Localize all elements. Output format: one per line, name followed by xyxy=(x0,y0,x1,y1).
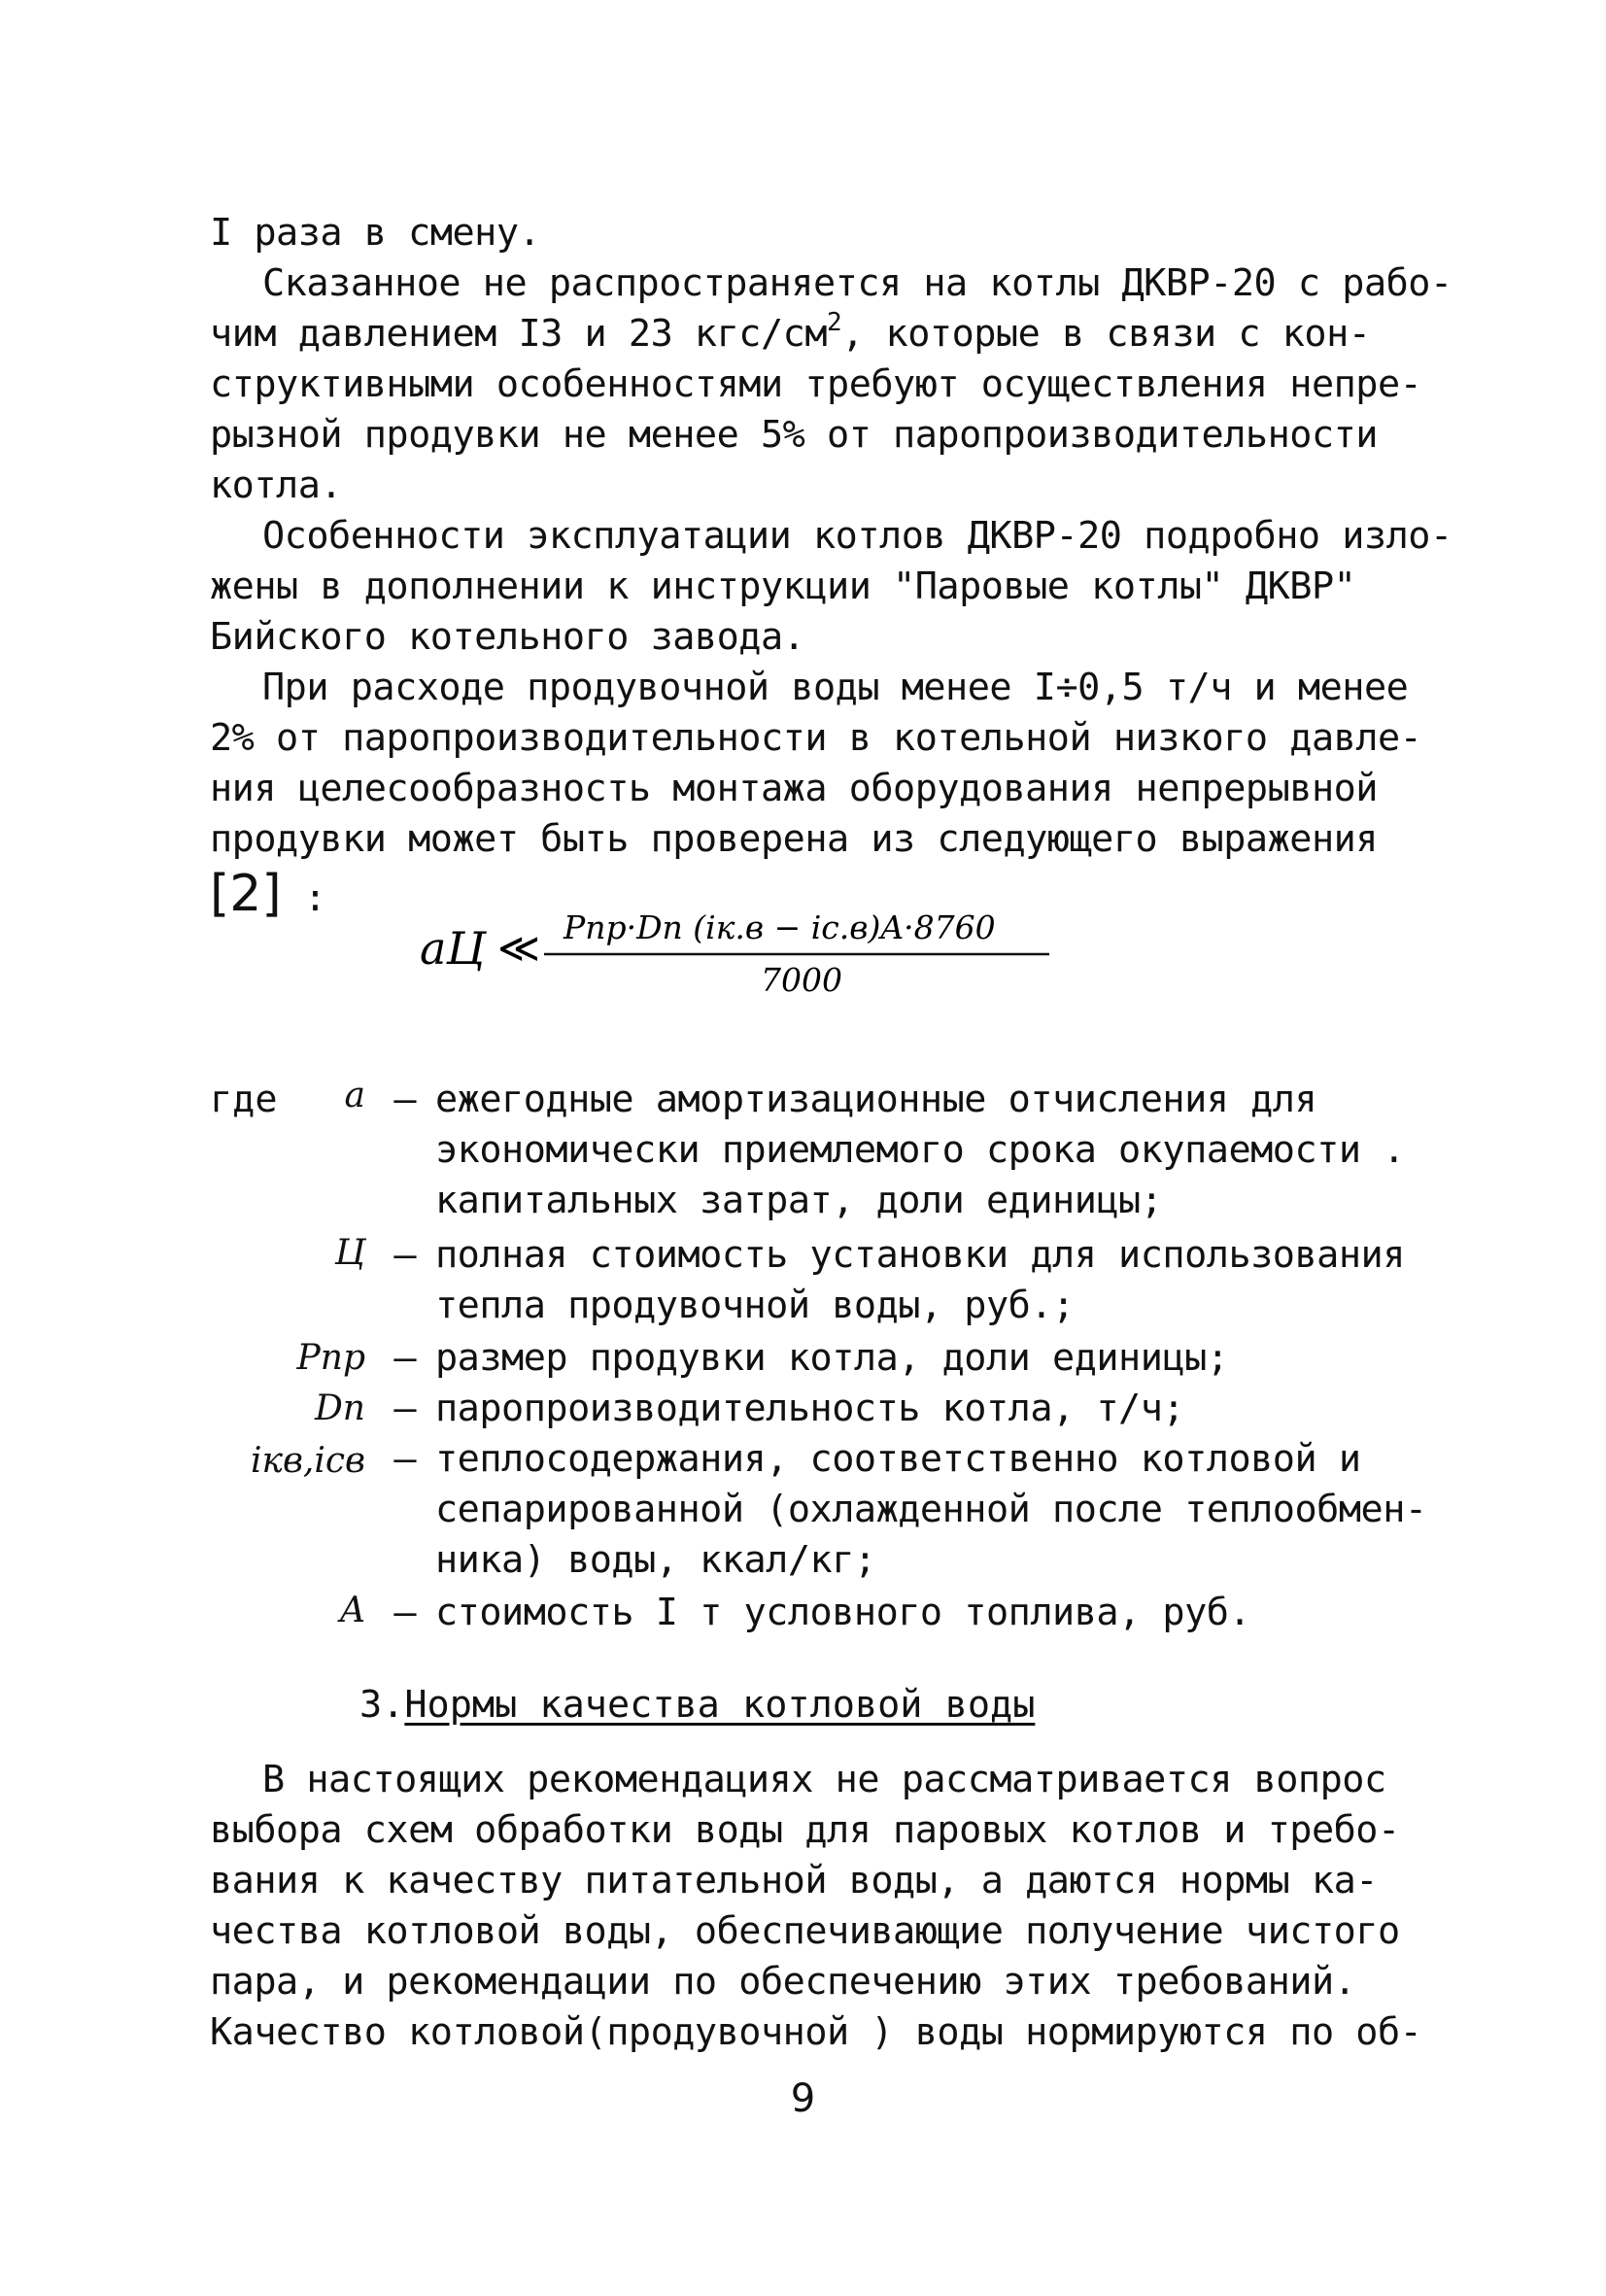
text-line xyxy=(210,308,1371,356)
definition-symbol: A xyxy=(340,1591,365,1630)
definition-text: сепарированной (охлажденной после теплообмен- xyxy=(435,1488,1427,1531)
text-line: рызной продувки не менее 5% от паропроизводительности xyxy=(210,413,1378,457)
colon: : xyxy=(303,876,327,920)
definition-symbol: a xyxy=(344,1076,365,1115)
text-line: I раза в смену. xyxy=(210,211,541,255)
definition-text: тепла продувочной воды, руб.; xyxy=(435,1284,1075,1327)
definition-text: стоимость I т условного топлива, руб. xyxy=(435,1591,1251,1634)
section-heading xyxy=(359,1684,1035,1727)
text-line: пара, и рекомендации по обеспечению этих требований. xyxy=(210,1960,1356,2004)
text-line: Бийского котельного завода. xyxy=(210,615,805,659)
definition-text: размер продувки котла, доли единицы; xyxy=(435,1336,1229,1380)
definition-symbol: Pпр xyxy=(296,1338,365,1378)
superscript: 2 xyxy=(827,308,842,337)
formula-numerator: Pпр·Dп (iк.в − iс.в)A·8760 xyxy=(564,908,996,946)
text-span: чим давлением I3 и 23 кгс/см xyxy=(210,312,828,356)
formula-lhs: aЦ xyxy=(420,922,486,975)
text-span: , которые в связи с кон- xyxy=(841,312,1371,356)
definition-text: капитальных затрат, доли единицы; xyxy=(435,1179,1163,1222)
definition-text: экономически приемлемого срока окупаемости . xyxy=(435,1128,1405,1172)
text-line: ния целесообразность монтажа оборудования непрерывной xyxy=(210,767,1378,810)
definition-text: полная стоимость установки для использования xyxy=(435,1233,1405,1277)
definition-symbol: iкв,iсв xyxy=(250,1441,365,1481)
text-line: жены в дополнении к инструкции "Паровые котлы" ДКВР" xyxy=(210,565,1356,608)
definition-dash: – xyxy=(393,1387,417,1430)
definition-text: теплосодержания, соответственно котловой и xyxy=(435,1437,1361,1481)
definition-dash: – xyxy=(393,1437,417,1481)
text-line: 2% от паропроизводительности в котельной низкого давле- xyxy=(210,716,1422,760)
definition-dash: – xyxy=(393,1233,417,1277)
definition-dash: – xyxy=(393,1078,417,1121)
definition-symbol: Ц xyxy=(334,1233,365,1273)
text-line: При расходе продувочной воды менее I÷0,5 т/ч и менее xyxy=(262,666,1409,709)
definition-text: ника) воды, ккал/кг; xyxy=(435,1538,876,1582)
formula xyxy=(416,894,1057,1011)
text-line: котла. xyxy=(210,463,343,507)
text-line: выбора схем обработки воды для паровых котлов и требо- xyxy=(210,1808,1400,1852)
reference-number: [2] xyxy=(210,865,282,923)
definition-text: паропроизводительность котла, т/ч; xyxy=(435,1387,1185,1430)
text-line: структивными особенностями требуют осуществления непре- xyxy=(210,362,1422,406)
reference-marker xyxy=(210,865,327,923)
where-label: где xyxy=(210,1078,278,1121)
page-number: 9 xyxy=(790,2076,816,2121)
formula-denominator: 7000 xyxy=(761,961,842,999)
text-line: Качество котловой(продувочной ) воды нормируются по об- xyxy=(210,2010,1422,2054)
text-line: чества котловой воды, обеспечивающие получение чистого xyxy=(210,1909,1400,1953)
definition-dash: – xyxy=(393,1336,417,1380)
text-line: вания к качеству питательной воды, а даются нормы ка- xyxy=(210,1859,1378,1902)
text-line: В настоящих рекомендациях не рассматривается вопрос xyxy=(262,1758,1386,1801)
text-line: продувки может быть проверена из следующего выражения xyxy=(210,817,1378,861)
formula-relation: ≪ xyxy=(497,924,540,972)
text-line: Сказанное не распространяется на котлы ДКВР-20 с рабо- xyxy=(262,261,1452,305)
definition-dash: – xyxy=(393,1591,417,1634)
section-title: Нормы качества котловой воды xyxy=(404,1683,1036,1727)
definition-symbol: Dп xyxy=(314,1388,365,1428)
section-number: 3. xyxy=(359,1683,405,1727)
text-line: Особенности эксплуатации котлов ДКВР-20 подробно изло- xyxy=(262,514,1452,558)
definition-text: ежегодные амортизационные отчисления для xyxy=(435,1078,1317,1121)
